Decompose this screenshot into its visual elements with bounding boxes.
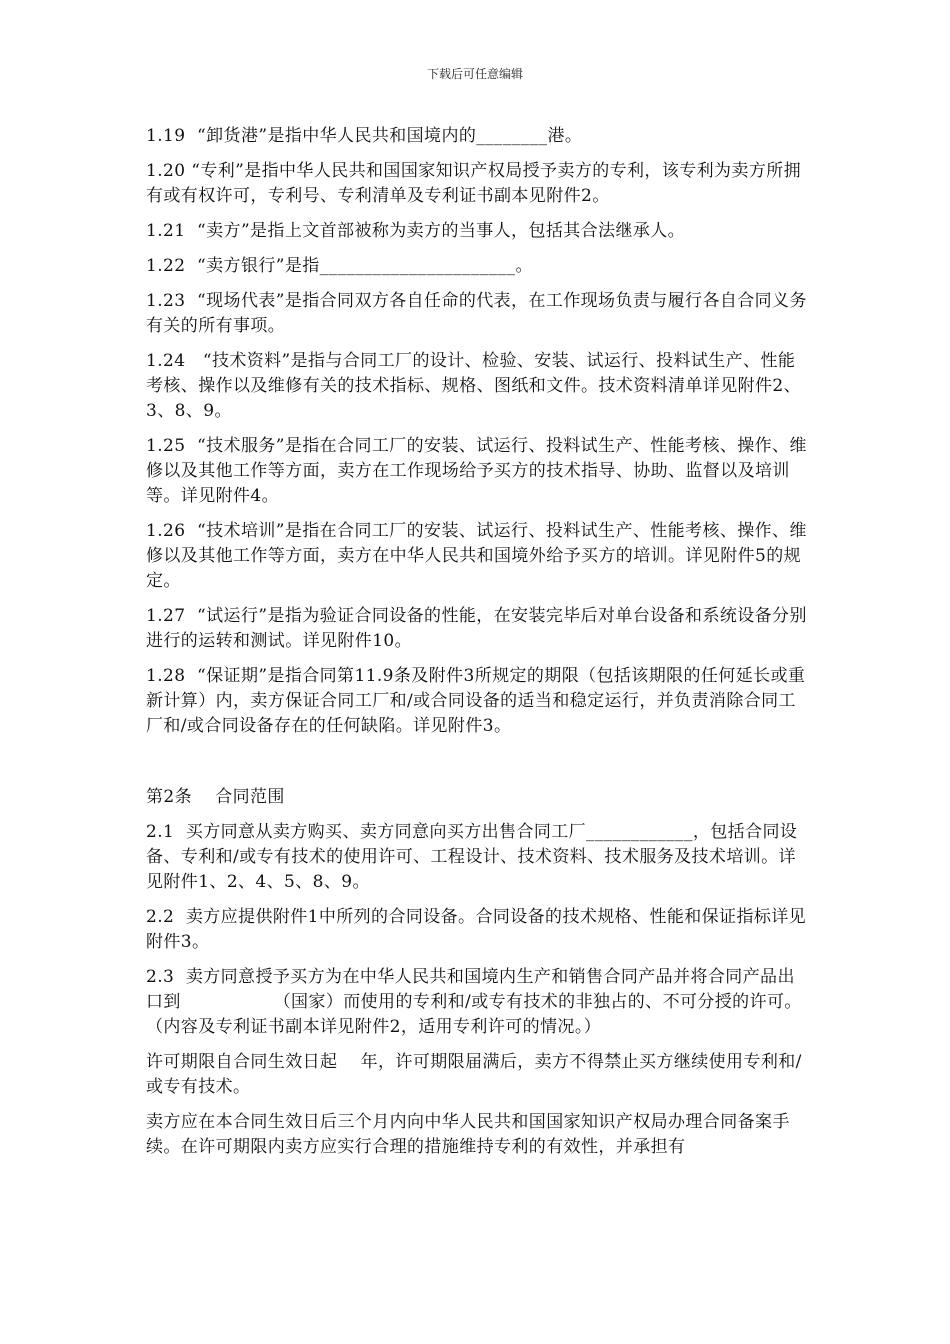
clause-1-19: 1.19 “卸货港”是指中华人民共和国境内的________港。 xyxy=(146,126,583,146)
section-title: 第2条 合同范围 xyxy=(146,787,285,807)
document-body xyxy=(146,124,810,1170)
clause-1-25: 1.25 “技术服务”是指在合同工厂的安装、试运行、投料试生产、性能考核、操作、维修以及其他工作等方面，卖方在工作现场给予买方的技术指导、协助、监督以及培训等。详见附件4。 xyxy=(146,436,807,506)
clause-2-1: 2.1 买方同意从卖方购买、卖方同意向买方出售合同工厂____________，包括合同设备、专利和/或专有技术的使用许可、工程设计、技术资料、技术服务及技术培训。详见附件1、2、4、5、8、9。 xyxy=(146,822,798,892)
section-spacer xyxy=(146,749,810,785)
clause-1-28: 1.28 “保证期”是指合同第11.9条及附件3所规定的期限（包括该期限的任何延长或重新计算）内，卖方保证合同工厂和/或合同设备的适当和稳定运行，并负责消除合同工厂和/或合同设备存在的任何缺陷。详见附件3。 xyxy=(146,666,806,736)
page-header: 下载后可任意编辑 xyxy=(426,67,523,81)
clause-1-22: 1.22 “卖方银行”是指______________________。 xyxy=(146,256,533,276)
clause-2-3: 2.3 卖方同意授予买方为在中华人民共和国境内生产和销售合同产品并将合同产品出口到 （国家）而使用的专利和/或专有技术的非独占的、不可分授的许可。（内容及专利证书副本详见附件2，适用专利许可的情况。） xyxy=(146,967,802,1037)
license-period-paragraph: 许可期限自合同生效日起 年，许可期限届满后，卖方不得禁止买方继续使用专利和/或专有技术。 xyxy=(146,1052,802,1097)
clause-2-2: 2.2 卖方应提供附件1中所列的合同设备。合同设备的技术规格、性能和保证指标详见附件3。 xyxy=(146,907,807,952)
filing-paragraph: 卖方应在本合同生效日后三个月内向中华人民共和国国家知识产权局办理合同备案手续。在许可期限内卖方应实行合理的措施维持专利的有效性，并承担有 xyxy=(146,1112,790,1157)
clause-1-20: 1.20 “专利”是指中华人民共和国国家知识产权局授予卖方的专利，该专利为卖方所拥有或有权许可，专利号、专利清单及专利证书副本见附件2。 xyxy=(146,161,802,206)
clause-1-21: 1.21 “卖方”是指上文首部被称为卖方的当事人，包括其合法继承人。 xyxy=(146,221,686,241)
clause-1-27: 1.27 “试运行”是指为验证合同设备的性能，在安装完毕后对单台设备和系统设备分别进行的运转和测试。详见附件10。 xyxy=(146,606,807,651)
clause-1-26: 1.26 “技术培训”是指在合同工厂的安装、试运行、投料试生产、性能考核、操作、维修以及其他工作等方面，卖方在中华人民共和国境外给予买方的培训。详见附件5的规定。 xyxy=(146,521,807,591)
clause-1-24: 1.24 “技术资料”是指与合同工厂的设计、检验、安装、试运行、投料试生产、性能考核、操作以及维修有关的技术指标、规格、图纸和文件。技术资料清单详见附件2、3、8、9。 xyxy=(146,351,802,421)
clause-1-23: 1.23 “现场代表”是指合同双方各自任命的代表，在工作现场负责与履行各自合同义务有关的所有事项。 xyxy=(146,291,807,336)
